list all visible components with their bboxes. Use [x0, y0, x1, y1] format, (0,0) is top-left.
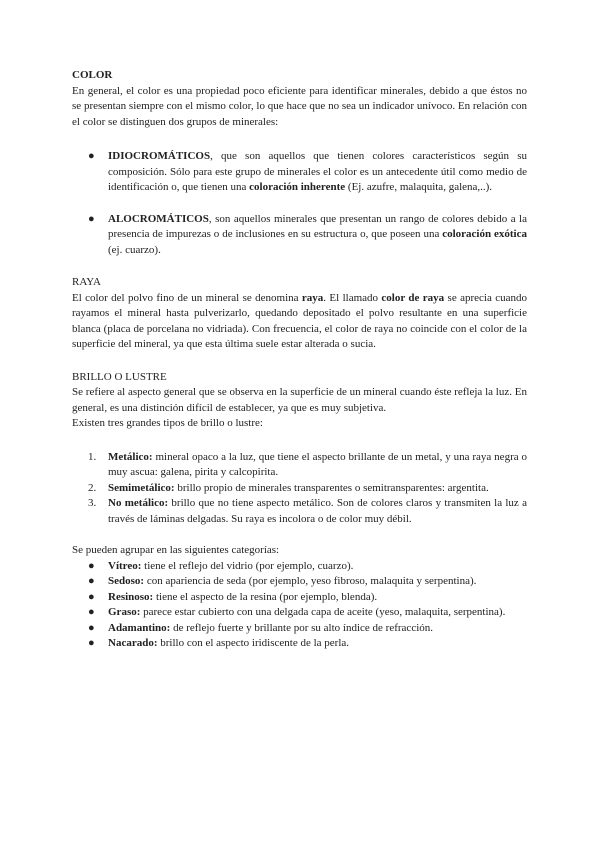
categories-intro: Se pueden agrupar en las siguientes categorías:: [72, 544, 280, 556]
color-groups-list: [72, 149, 527, 258]
categories-list: [72, 559, 527, 652]
list-number: 1.: [88, 450, 97, 463]
brillo-intro: Se refiere al aspecto general que se observa en la superficie de un mineral cuando éste refleja la luz. En general, es una distinción difícil de establecer, ya que es muy subjetiva.: [72, 386, 527, 414]
list-item: 3. No metálico: brillo que no tiene aspecto metálico. Son de colores claros y transmiten la luz a través de láminas delgadas. Su raya es incolora o de color muy débil.: [88, 497, 527, 525]
brillo-types-intro: Existen tres grandes tipos de brillo o lustre:: [72, 417, 263, 429]
list-number: 3.: [88, 497, 97, 509]
bullet-icon: ●: [88, 559, 95, 572]
section-heading-brillo: BRILLO O LUSTRE: [72, 370, 167, 383]
bullet-icon: ●: [88, 637, 95, 649]
bullet-icon: ●: [88, 621, 95, 634]
list-item: ● Resinoso: tiene el aspecto de la resina (por ejemplo, blenda).: [108, 590, 527, 606]
list-item: 1. Metálico: mineral opaco a la luz, que tiene el aspecto brillante de un metal, y una raya negra o muy ascua: galena, pirita y calcopirita.: [88, 450, 527, 478]
bullet-icon: ●: [88, 150, 95, 162]
section-heading-color: COLOR: [72, 69, 113, 81]
bullet-icon: ●: [88, 575, 95, 587]
document-page: [72, 68, 527, 652]
section-heading-raya: RAYA: [72, 276, 101, 288]
bullet-icon: ●: [88, 606, 95, 618]
list-item: 2. Semimetálico: brillo propio de minerales transparentes o semitransparentes: argentita.: [108, 481, 527, 497]
list-number: 2.: [88, 481, 97, 494]
list-item: ● Adamantino: de reflejo fuerte y brillante por su alto índice de refracción.: [108, 621, 527, 637]
bullet-icon: ●: [88, 212, 95, 225]
list-item: ● Vítreo: tiene el reflejo del vidrio (por ejemplo, cuarzo).: [108, 559, 527, 575]
list-item: ● Graso: parece estar cubierto con una delgada capa de aceite (yeso, malaquita, serpentina).: [108, 605, 527, 621]
list-item: ● ALOCROMÁTICOS, son aquellos minerales que presentan un rango de colores debido a la presencia de impurezas o de inclusiones en su estructura o, que poseen una coloración exótica (ej. cuarzo).: [88, 212, 527, 256]
bullet-icon: ●: [88, 590, 95, 603]
raya-paragraph: El color del polvo fino de un mineral se denomina raya. El llamado color de raya se aprecia cuando rayamos el mineral hasta pulverizarlo, quedando depositado el polvo resultante en una superficie blanca (placa de porcelana no vidriada). Con frecuencia, el color de raya no coincide con el color de la superficie del mineral, ya que esta última suele estar alterada o sucia.: [72, 291, 527, 350]
list-item: ● IDIOCROMÁTICOS, que son aquellos que tienen colores característicos según su composición. Sólo para este grupo de minerales el color es un antecedente útil como medio de identificación o, que tienen una coloración inherente (Ej. azufre, malaquita, galena,..).: [88, 150, 527, 193]
color-intro: En general, el color es una propiedad poco eficiente para identificar minerales, debido a que éstos no se presentan siempre con el mismo color, lo que hace que no sea un indicador unívoco. En relación con el color se distinguen dos grupos de minerales:: [72, 84, 527, 128]
list-item: ● Nacarado: brillo con el aspecto iridiscente de la perla.: [108, 636, 527, 652]
list-item: ● Sedoso: con apariencia de seda (por ejemplo, yeso fibroso, malaquita y serpentina).: [108, 574, 527, 590]
brillo-types-list: [72, 450, 527, 528]
